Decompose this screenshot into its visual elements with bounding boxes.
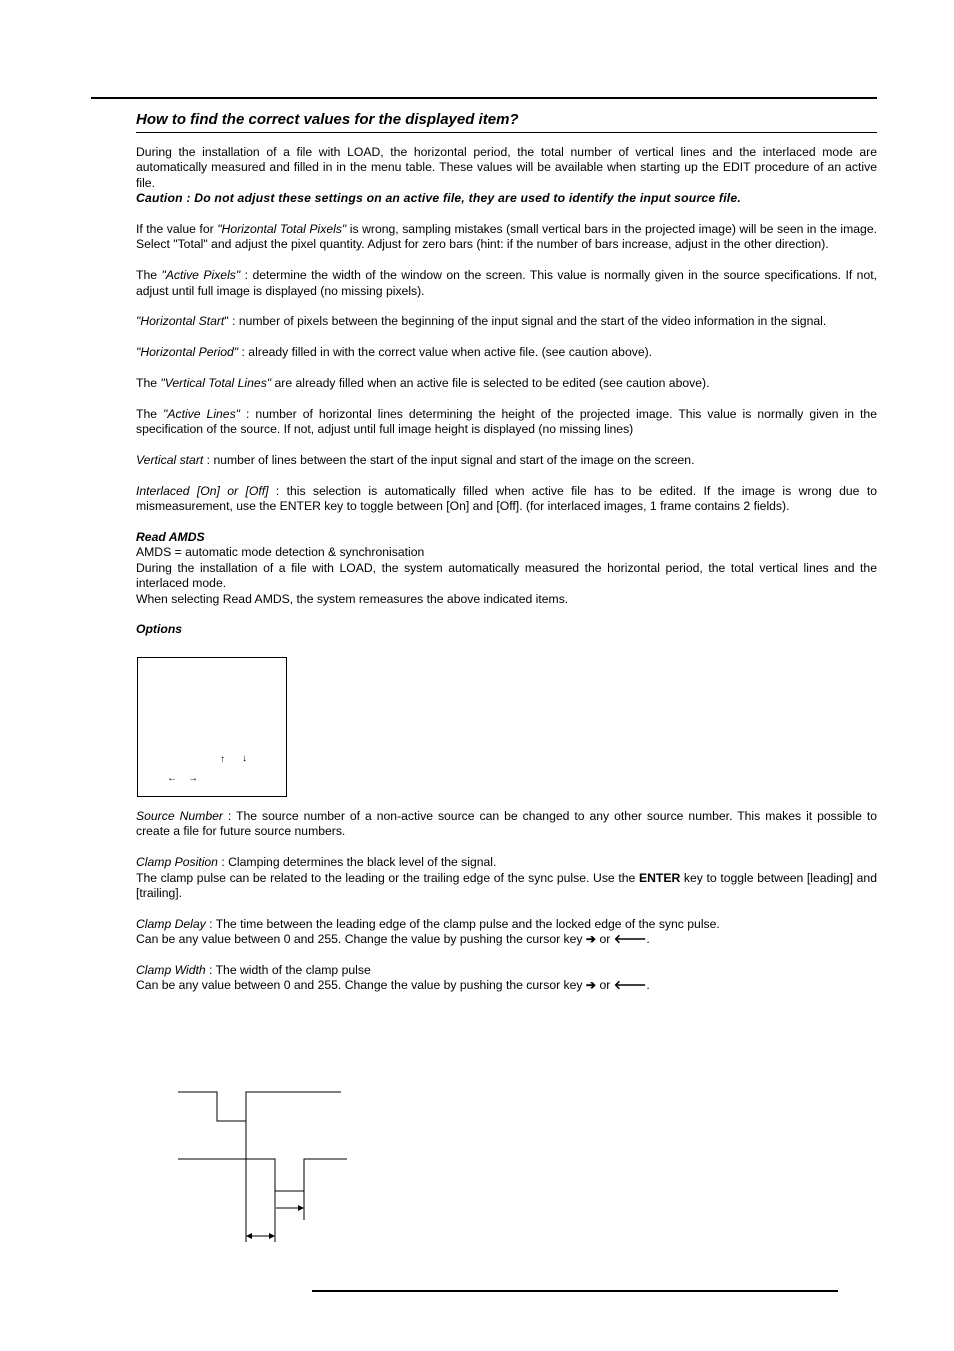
right-arrow-icon: → — [188, 773, 198, 784]
horizontal-period-paragraph: "Horizontal Period" : already filled in with the correct value when active file. (see caution above). — [136, 345, 653, 360]
right-cursor-icon: ➔ — [585, 978, 597, 993]
top-rule — [91, 97, 877, 99]
main-text — [136, 111, 877, 653]
left-cursor-icon: 🡐 — [613, 978, 647, 993]
left-cursor-icon: 🡐 — [613, 932, 647, 947]
section-heading: How to find the correct values for the displayed item? — [136, 111, 877, 133]
sync-pulse-waveform — [178, 1092, 341, 1121]
clamp-timing-diagram — [170, 1080, 360, 1250]
intro-paragraph: During the installation of a file with LOAD, the horizontal period, the total number of vertical lines and the interlaced mode are automatically measured and filled in in the menu table. These values will be available when starting up the EDIT procedure of an active file. Caution : Do not adjust these settings on an active file, they are used to identify the input source file. — [136, 145, 877, 206]
clamp-position-paragraph: Clamp Position : Clamping determines the black level of the signal. The clamp pulse can be related to the leading or the trailing edge of the sync pulse. Use the ENTER key to toggle between [leading] and [trailing]. — [136, 855, 877, 901]
up-arrow-icon: ↑ — [220, 754, 225, 765]
options-text — [136, 809, 877, 1009]
down-arrow-icon: ↓ — [242, 753, 247, 764]
right-cursor-icon: ➔ — [585, 932, 597, 947]
left-arrow-icon: ← — [167, 773, 177, 784]
read-amds-paragraph: Read AMDS AMDS = automatic mode detection & synchronisation During the installation of a file with LOAD, the system automatically measured the horizontal period, the total vertical lines and the interlaced mode. When selecting Read AMDS, the system remeasures the above indicated items. — [136, 530, 877, 606]
bottom-rule — [312, 1290, 838, 1292]
options-menu-box — [137, 657, 287, 797]
active-pixels-paragraph: The "Active Pixels" : determine the width of the window on the screen. This value is normally given in the source specifications. If not, adjust until full image is displayed (no missing pixels). — [136, 268, 877, 298]
read-amds-title: Read AMDS — [136, 530, 205, 545]
interlaced-paragraph: Interlaced [On] or [Off] : this selection is automatically filled when active file has to be edited. If the image is wrong due to mismeasurement, use the ENTER key to toggle between [On] and [Off]. (for interlaced images, 1 frame contains 2 fields). — [136, 483, 877, 514]
horizontal-total-pixels-paragraph: If the value for "Horizontal Total Pixels" is wrong, sampling mistakes (small vertical bars in the projected image) will be seen in the image. Select "Total" and adjust the pixel quantity. Adjust for zero bars (hint: if the number of bars increase, adjust in the other direction). — [136, 222, 877, 252]
active-lines-paragraph: The "Active Lines" : number of horizontal lines determining the height of the projected image. This value is normally given in the specification of the source. If not, adjust until full image height is displayed (no missing lines) — [136, 406, 877, 437]
source-number-paragraph: Source Number : The source number of a non-active source can be changed to any other source number. This makes it possible to create a file for future source numbers. — [136, 809, 877, 839]
clamp-delay-paragraph: Clamp Delay : The time between the leading edge of the clamp pulse and the locked edge of the sync pulse. Can be any value between 0 and 255. Change the value by pushing the cursor key ➔ or 🡐. — [136, 916, 720, 947]
vertical-total-lines-paragraph: The "Vertical Total Lines" are already filled when an active file is selected to be edited (see caution above). — [136, 376, 710, 391]
vertical-start-paragraph: Vertical start : number of lines between the start of the input signal and start of the image on the screen. — [136, 453, 695, 468]
clamp-pulse-waveform — [178, 1159, 347, 1191]
horizontal-start-paragraph: "Horizontal Start" : number of pixels between the beginning of the input signal and the start of the video information in the signal. — [136, 314, 827, 329]
options-title: Options — [136, 622, 183, 637]
clamp-width-paragraph: Clamp Width : The width of the clamp pulse Can be any value between 0 and 255. Change the value by pushing the cursor key ➔ or 🡐. — [136, 963, 650, 993]
caution-text: Caution : Do not adjust these settings on an active file, they are used to identify the input source file. — [136, 191, 741, 206]
